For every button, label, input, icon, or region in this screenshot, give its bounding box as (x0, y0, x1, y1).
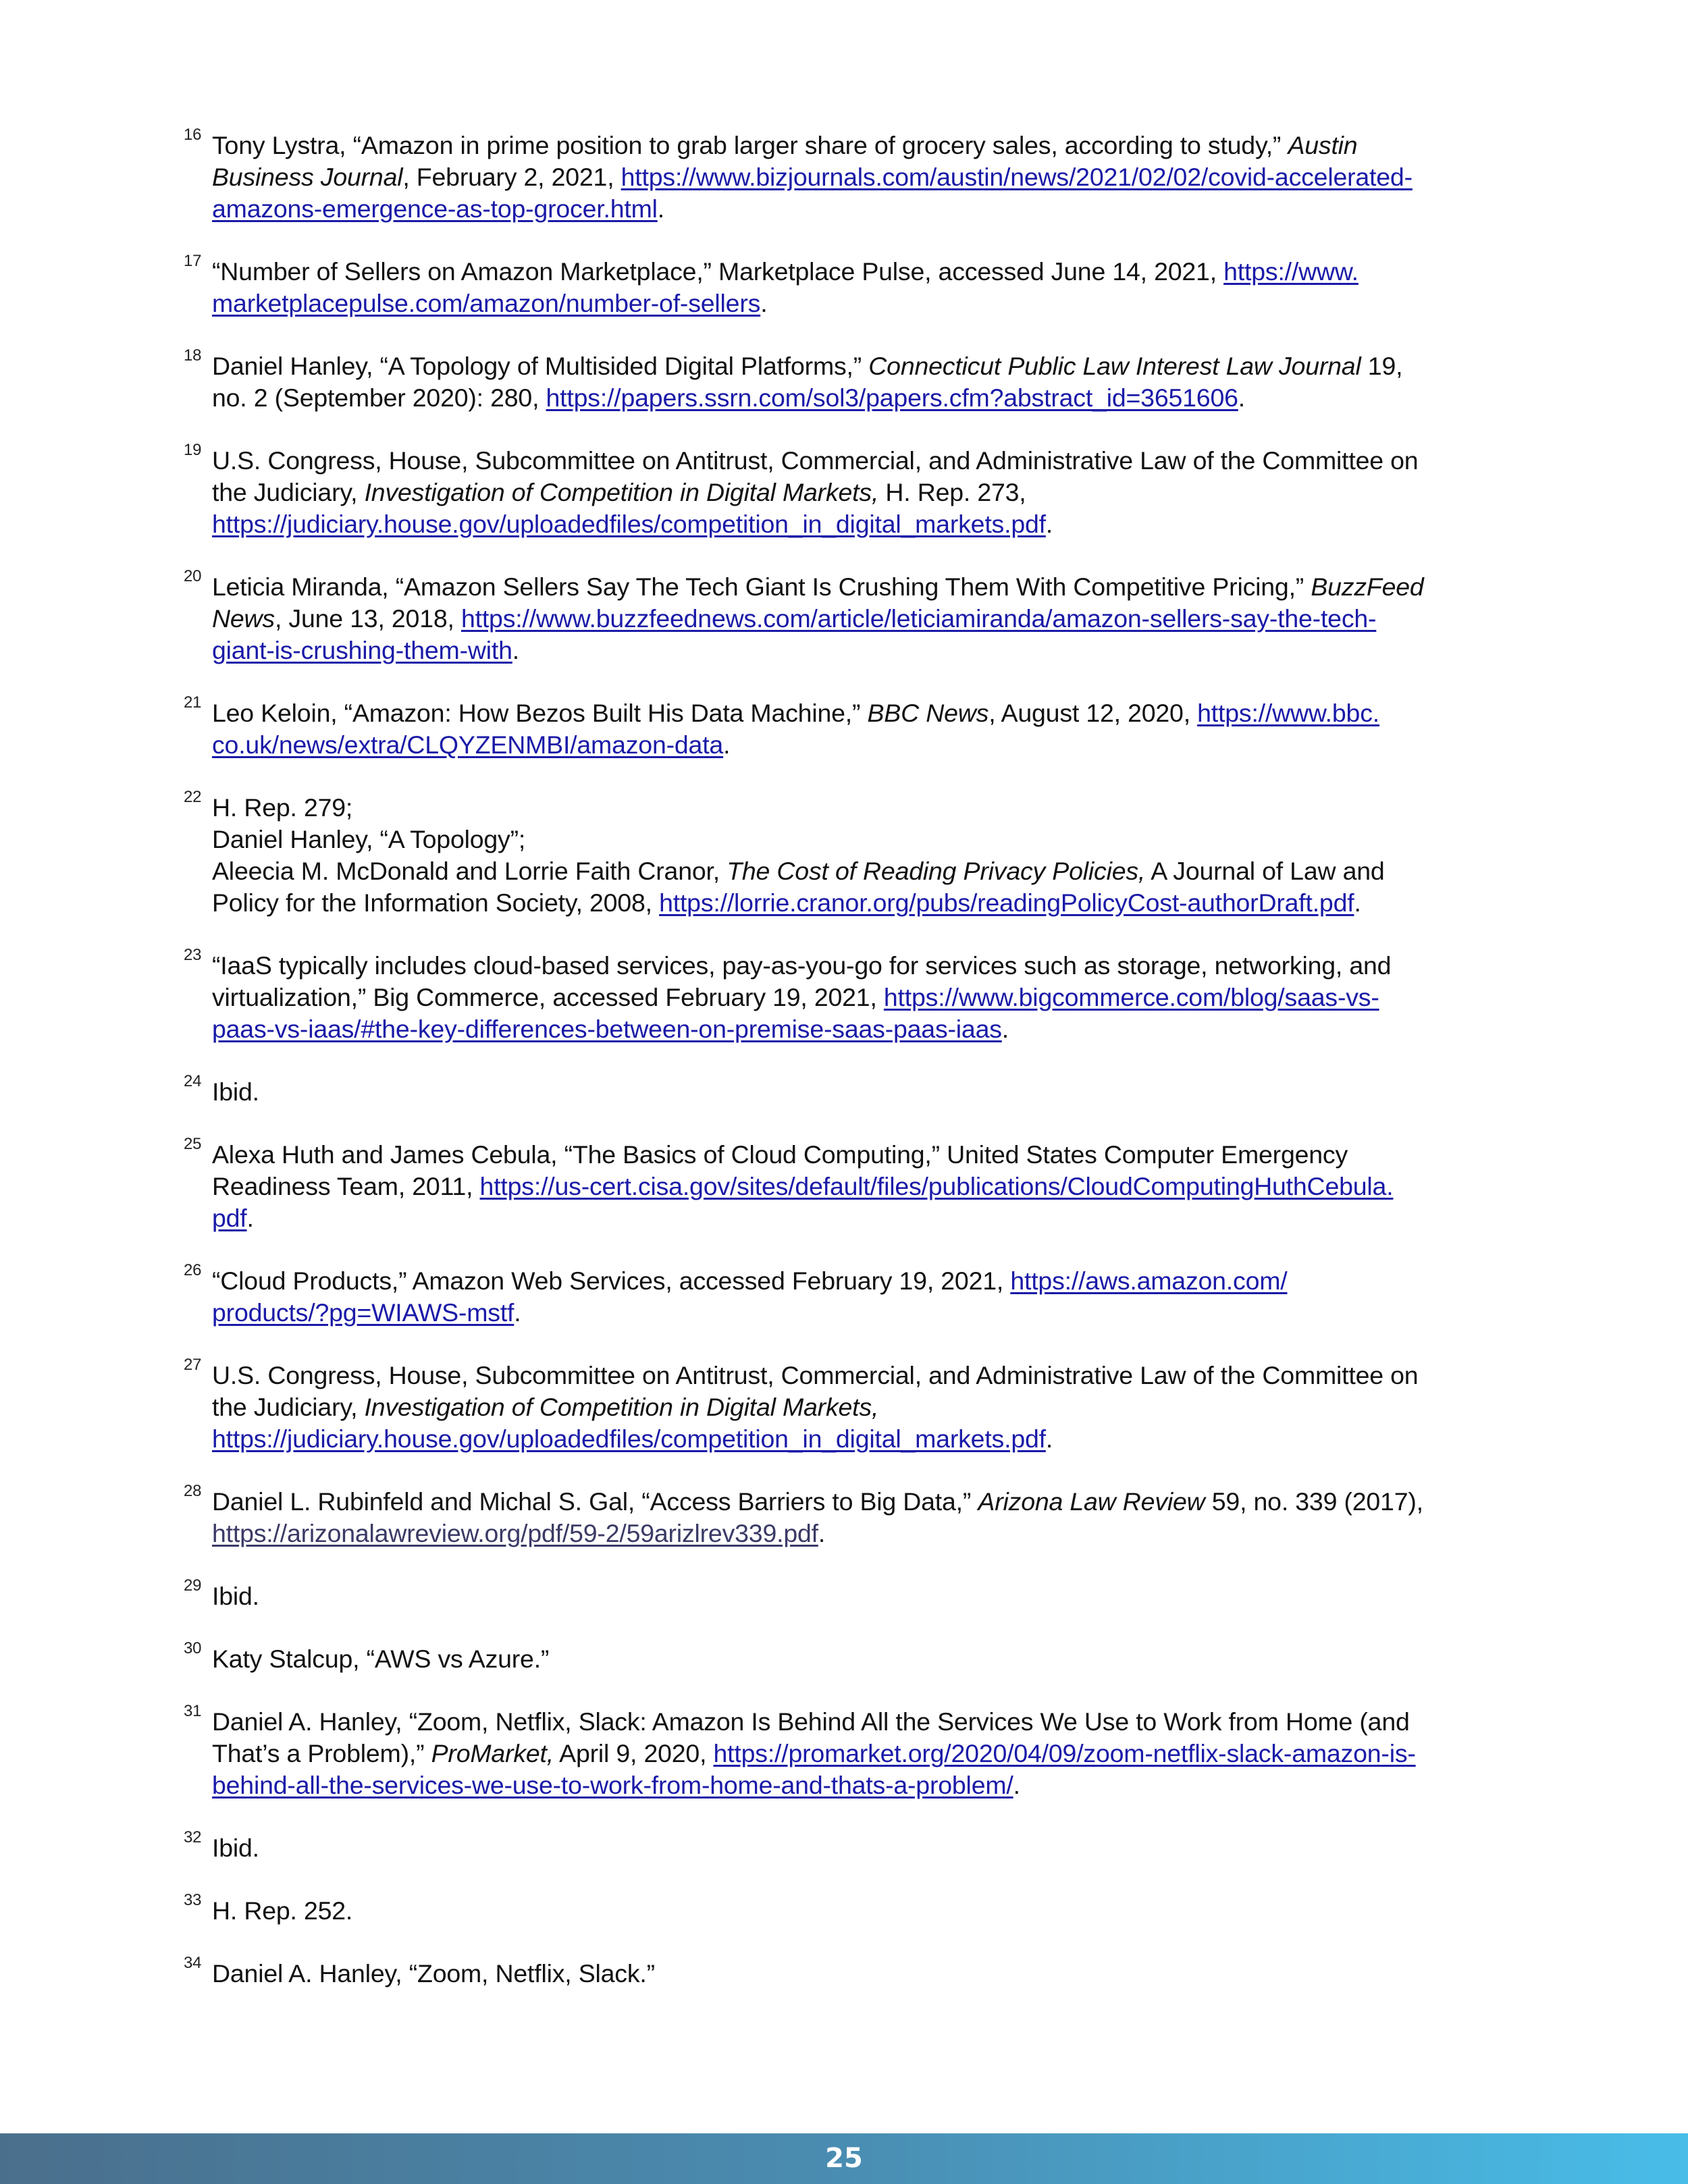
footnote-line (212, 382, 1507, 414)
footnote-31 (184, 1702, 1507, 1801)
footnote-line (212, 508, 1507, 540)
citation-text: the Judiciary, (212, 478, 365, 506)
footnote-line (212, 1076, 1507, 1108)
citation-link[interactable]: pdf (212, 1204, 247, 1232)
citation-text: . (246, 1204, 254, 1232)
footnote-number: 34 (184, 1954, 202, 1972)
footnote-23 (184, 946, 1507, 1045)
italic-title: Connecticut Public Law Interest Law Journal (868, 352, 1361, 380)
citation-link[interactable]: https://www.buzzfeednews.com/article/leticiamiranda/amazon-sellers-say-the-tech- (460, 604, 1377, 633)
citation-link[interactable]: paas-vs-iaas/#the-key-differences-between-on-premise-saas-paas-iaas (212, 1015, 1002, 1043)
footnote-number: 26 (184, 1261, 202, 1279)
footer-bar (0, 2133, 1688, 2184)
footnote-number: 20 (184, 567, 202, 585)
citation-link[interactable]: https://aws.amazon.com/ (1010, 1267, 1288, 1295)
citation-link[interactable]: https://promarket.org/2020/04/09/zoom-netflix-slack-amazon-is- (713, 1739, 1416, 1767)
citation-text: U.S. Congress, House, Subcommittee on Antitrust, Commercial, and Administrative Law of the Committee on (212, 1361, 1419, 1389)
footnote-line (212, 1265, 1507, 1297)
italic-title: Investigation of Competition in Digital Markets, (364, 1393, 879, 1421)
footnote-line (212, 1580, 1507, 1612)
citation-link[interactable]: https://www. (1223, 257, 1359, 286)
italic-title: The Cost of Reading Privacy Policies, (727, 857, 1146, 885)
citation-text: the Judiciary, (212, 1393, 365, 1421)
footnote-30 (184, 1639, 1507, 1675)
footnotes-list (184, 126, 1507, 2021)
footnote-line (212, 1769, 1507, 1801)
footnote-line (212, 1360, 1507, 1391)
footnote-line (212, 1013, 1507, 1045)
footnote-25 (184, 1135, 1507, 1234)
italic-title: News (212, 604, 275, 633)
citation-link[interactable]: behind-all-the-services-we-use-to-work-from-home-and-thats-a-problem/ (212, 1771, 1013, 1799)
citation-text: H. Rep. 273, (878, 478, 1026, 506)
citation-link[interactable]: https://judiciary.house.gov/uploadedfiles/competition_in_digital_markets.pdf (212, 510, 1046, 538)
footnote-line (212, 1391, 1507, 1423)
italic-title: Arizona Law Review (978, 1487, 1205, 1516)
citation-text: . (1045, 510, 1053, 538)
citation-text: . (723, 730, 731, 759)
footnote-line (212, 256, 1507, 288)
citation-link[interactable]: https://arizonalawreview.org/pdf/59-2/59arizlrev339.pdf (212, 1519, 818, 1547)
citation-link[interactable]: co.uk/news/extra/CLQYZENMBI/amazon-data (212, 730, 724, 759)
footnote-19 (184, 441, 1507, 540)
italic-title: Investigation of Competition in Digital Markets, (364, 478, 879, 506)
citation-text: . (1238, 383, 1245, 412)
footnote-number: 30 (184, 1639, 202, 1657)
footnote-line (212, 477, 1507, 508)
citation-text: Katy Stalcup, “AWS vs Azure.” (212, 1645, 550, 1673)
citation-text: U.S. Congress, House, Subcommittee on Antitrust, Commercial, and Administrative Law of the Committee on (212, 446, 1419, 475)
citation-text: Policy for the Information Society, 2008, (212, 888, 660, 917)
citation-text: . (818, 1519, 826, 1547)
footnote-line (212, 1202, 1507, 1234)
footnote-line (212, 571, 1507, 603)
footnote-27 (184, 1356, 1507, 1455)
citation-text: “Cloud Products,” Amazon Web Services, accessed February 19, 2021, (212, 1267, 1011, 1295)
citation-link[interactable]: https://judiciary.house.gov/uploadedfiles/competition_in_digital_markets.pdf (212, 1424, 1046, 1453)
footnote-line (212, 350, 1507, 382)
footnote-29 (184, 1576, 1507, 1612)
footnote-number: 22 (184, 788, 202, 806)
citation-text: . (760, 289, 768, 317)
citation-text: Leo Keloin, “Amazon: How Bezos Built His Data Machine,” (212, 699, 868, 727)
footnote-number: 28 (184, 1482, 202, 1500)
footnote-line (212, 1895, 1507, 1927)
footnote-33 (184, 1891, 1507, 1927)
footnote-line (212, 1518, 1507, 1549)
footnote-line (212, 1171, 1507, 1202)
citation-text: . (1045, 1424, 1053, 1453)
footnote-32 (184, 1828, 1507, 1864)
italic-title: BBC News (867, 699, 989, 727)
footnote-line (212, 697, 1507, 729)
footnote-number: 18 (184, 346, 202, 365)
footnote-line (212, 855, 1507, 887)
citation-text: Daniel Hanley, “A Topology of Multisided Digital Platforms,” (212, 352, 869, 380)
italic-title: Austin (1288, 131, 1358, 159)
citation-text: virtualization,” Big Commerce, accessed February 19, 2021, (212, 983, 884, 1011)
footnote-line (212, 1958, 1507, 1990)
footnote-line (212, 1423, 1507, 1455)
citation-text: 59, no. 339 (2017), (1205, 1487, 1423, 1516)
italic-title: ProMarket, (431, 1739, 554, 1767)
footnote-16 (184, 126, 1507, 225)
citation-text: 19, (1361, 352, 1403, 380)
footnote-line (212, 1139, 1507, 1171)
footnote-line (212, 950, 1507, 982)
citation-link[interactable]: https://us-cert.cisa.gov/sites/default/files/publications/CloudComputingHuthCebula. (479, 1172, 1394, 1200)
citation-text: Daniel Hanley, “A Topology”; (212, 825, 526, 853)
footnote-line (212, 729, 1507, 761)
footnote-line (212, 792, 1507, 824)
citation-link[interactable]: https://www.bbc. (1197, 699, 1379, 727)
citation-text: no. 2 (September 2020): 280, (212, 383, 546, 412)
footnote-line (212, 130, 1507, 161)
footnote-line (212, 824, 1507, 855)
footnote-number: 27 (184, 1356, 202, 1374)
footnote-number: 21 (184, 693, 202, 712)
footnote-line (212, 1738, 1507, 1769)
citation-text: . (512, 636, 519, 664)
citation-text: April 9, 2020, (553, 1739, 714, 1767)
page-number: 25 (825, 2143, 863, 2174)
citation-text: . (657, 194, 664, 223)
footnote-20 (184, 567, 1507, 666)
italic-title: Business Journal (212, 163, 403, 191)
footnote-number: 19 (184, 441, 202, 459)
footnote-number: 16 (184, 126, 202, 144)
citation-text: Aleecia M. McDonald and Lorrie Faith Cranor, (212, 857, 727, 885)
citation-link[interactable]: https://papers.ssrn.com/sol3/papers.cfm?abstract_id=3651606 (546, 383, 1238, 412)
citation-link[interactable]: marketplacepulse.com/amazon/number-of-sellers (212, 289, 761, 317)
citation-link[interactable]: amazons-emergence-as-top-grocer.html (212, 194, 658, 223)
footnote-22 (184, 788, 1507, 919)
footnote-line (212, 288, 1507, 319)
citation-text: Daniel A. Hanley, “Zoom, Netflix, Slack: Amazon Is Behind All the Services We Use to Work from Home (and (212, 1707, 1410, 1736)
citation-text: . (1013, 1771, 1020, 1799)
citation-text: H. Rep. 279; (212, 793, 353, 822)
citation-text: Ibid. (212, 1834, 259, 1862)
citation-link[interactable]: giant-is-crushing-them-with (212, 636, 512, 664)
footnote-28 (184, 1482, 1507, 1549)
citation-text: , February 2, 2021, (402, 163, 621, 191)
footnote-34 (184, 1954, 1507, 1990)
citation-text: H. Rep. 252. (212, 1896, 353, 1925)
footnote-line (212, 193, 1507, 225)
footnote-line (212, 887, 1507, 919)
footnote-17 (184, 252, 1507, 319)
footnote-26 (184, 1261, 1507, 1329)
citation-text: Daniel L. Rubinfeld and Michal S. Gal, “Access Barriers to Big Data,” (212, 1487, 978, 1516)
footnote-line (212, 1486, 1507, 1518)
citation-text: “Number of Sellers on Amazon Marketplace,” Marketplace Pulse, accessed June 14, 2021, (212, 257, 1224, 286)
citation-text: , August 12, 2020, (988, 699, 1198, 727)
citation-link[interactable]: https://www.bigcommerce.com/blog/saas-vs- (883, 983, 1379, 1011)
footnote-line (212, 1643, 1507, 1675)
footnote-number: 32 (184, 1828, 202, 1846)
citation-link[interactable]: products/?pg=WIAWS-mstf (212, 1298, 515, 1327)
footnote-line (212, 1832, 1507, 1864)
footnote-line (212, 445, 1507, 477)
footnote-line (212, 982, 1507, 1013)
citation-text: Tony Lystra, “Amazon in prime position to grab larger share of grocery sales, according to study,” (212, 131, 1288, 159)
footnote-number: 33 (184, 1891, 202, 1909)
citation-text: Daniel A. Hanley, “Zoom, Netflix, Slack.” (212, 1959, 655, 1988)
citation-text: A Journal of Law and (1145, 857, 1385, 885)
footnote-number: 25 (184, 1135, 202, 1153)
citation-text: Leticia Miranda, “Amazon Sellers Say The Tech Giant Is Crushing Them With Competitive Pricing,” (212, 572, 1311, 601)
footnote-number: 29 (184, 1576, 202, 1595)
citation-text: Readiness Team, 2011, (212, 1172, 480, 1200)
citation-text: . (1354, 888, 1361, 917)
citation-text: “IaaS typically includes cloud-based services, pay-as-you-go for services such as storage, networking, and (212, 951, 1392, 980)
citation-text: . (1001, 1015, 1009, 1043)
italic-title: BuzzFeed (1311, 572, 1424, 601)
footnote-line (212, 1706, 1507, 1738)
footnote-21 (184, 693, 1507, 761)
footnote-line (212, 1297, 1507, 1329)
footnote-number: 23 (184, 946, 202, 964)
citation-text: Ibid. (212, 1077, 259, 1106)
citation-link[interactable]: https://lorrie.cranor.org/pubs/readingPolicyCost-authorDraft.pdf (659, 888, 1354, 917)
footnote-line (212, 635, 1507, 666)
citation-text: That’s a Problem),” (212, 1739, 431, 1767)
footnote-line (212, 603, 1507, 635)
footnote-line (212, 161, 1507, 193)
footnote-18 (184, 346, 1507, 414)
citation-text: Ibid. (212, 1582, 259, 1610)
citation-text: . (514, 1298, 521, 1327)
citation-text: , June 13, 2018, (274, 604, 461, 633)
citation-link[interactable]: https://www.bizjournals.com/austin/news/2021/02/02/covid-accelerated- (621, 163, 1413, 191)
footnote-number: 17 (184, 252, 202, 270)
footnote-number: 31 (184, 1702, 202, 1720)
footnote-number: 24 (184, 1072, 202, 1090)
citation-text: Alexa Huth and James Cebula, “The Basics of Cloud Computing,” United States Computer Emergency (212, 1140, 1348, 1169)
footnote-24 (184, 1072, 1507, 1108)
